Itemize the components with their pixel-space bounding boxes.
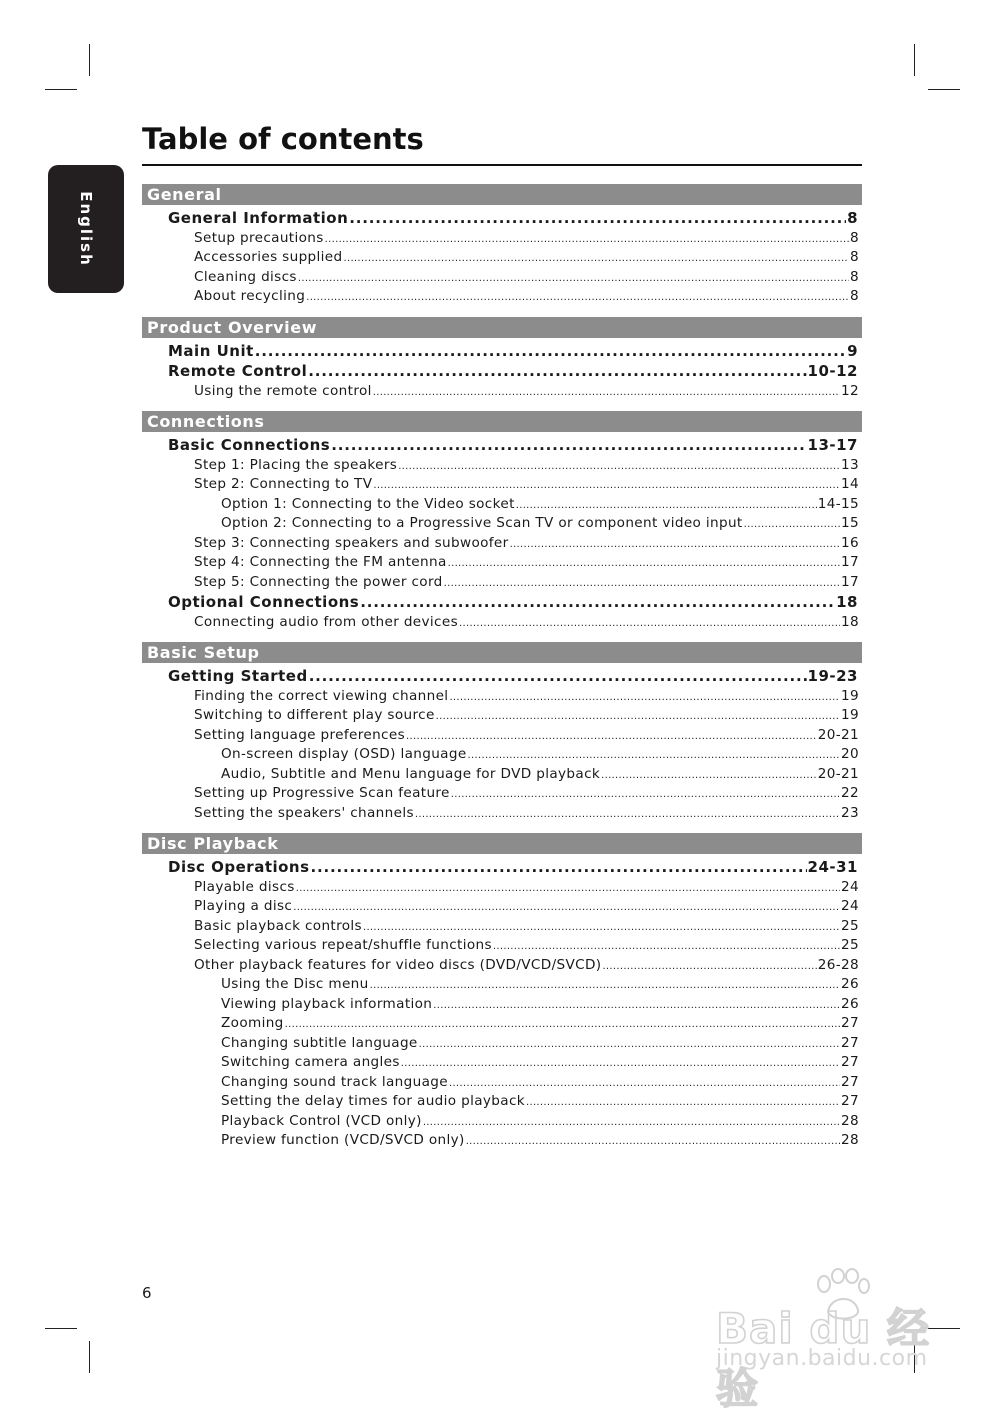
dot-leader — [436, 707, 840, 726]
dot-leader — [433, 996, 840, 1015]
toc-entry-title: Playing a disc — [194, 898, 293, 914]
dot-leader — [419, 1035, 840, 1054]
toc-entry-page: 20 — [841, 746, 859, 762]
toc-entry-title: Zooming — [221, 1015, 284, 1031]
page-number: 6 — [142, 1284, 152, 1302]
toc-entry-page: 8 — [850, 288, 859, 304]
section-heading: General — [142, 184, 862, 205]
toc-entry-title: Changing sound track language — [221, 1073, 448, 1090]
toc-entry — [142, 784, 862, 804]
toc-entry — [142, 268, 862, 288]
toc-entry — [142, 1034, 862, 1054]
toc-entry-page: 19-23 — [807, 667, 858, 685]
toc-entry-page: 20-21 — [817, 765, 859, 782]
toc-entry-title: Option 2: Connecting to a Progressive Scan TV or component video input — [221, 515, 743, 531]
crop-mark — [914, 44, 915, 76]
toc-section — [142, 833, 862, 1151]
toc-entry-title: Setup precautions — [194, 229, 324, 246]
title-divider — [142, 164, 862, 166]
toc-entry-title: Other playback features for video discs (DVD/VCD/SVCD) — [194, 956, 602, 973]
toc-section — [142, 411, 862, 632]
toc-section — [142, 184, 862, 307]
watermark-url: jingyan.baidu.com — [716, 1346, 928, 1371]
toc-entry — [142, 229, 862, 249]
dot-leader — [744, 515, 840, 534]
toc-entry-page: 14-15 — [817, 495, 859, 512]
dot-leader — [293, 898, 840, 917]
toc-entry — [142, 936, 862, 956]
toc-entry-title: Option 1: Connecting to the Video socket — [221, 495, 515, 512]
crop-mark — [45, 1328, 77, 1329]
dot-leader — [255, 341, 846, 362]
dot-leader — [510, 535, 840, 554]
section-heading: Basic Setup — [142, 642, 862, 663]
toc-entry-page: 8 — [850, 229, 859, 246]
toc-entry — [142, 475, 862, 495]
toc-entry-page: 18 — [841, 613, 859, 630]
toc-entry-title: Preview function (VCD/SVCD only) — [221, 1132, 465, 1148]
toc-entry — [142, 975, 862, 995]
toc-entry — [142, 1092, 862, 1112]
dot-leader — [370, 976, 840, 995]
toc-entry-title: Basic Connections — [168, 436, 331, 454]
toc-entry-title: Disc Operations — [168, 858, 310, 876]
toc-entry-title: Step 3: Connecting speakers and subwoofer — [194, 534, 509, 551]
table-of-contents — [142, 184, 862, 1161]
toc-entry — [142, 804, 862, 824]
toc-entry — [142, 287, 862, 307]
dot-leader — [415, 805, 840, 824]
toc-entry — [142, 1073, 862, 1093]
toc-entry-page: 26 — [841, 976, 859, 992]
toc-entry-page: 24 — [841, 878, 859, 895]
toc-entry-title: Audio, Subtitle and Menu language for DVD playback — [221, 765, 601, 782]
dot-leader — [373, 383, 840, 402]
dot-leader — [516, 496, 817, 515]
toc-entry — [142, 765, 862, 785]
toc-entry-page: 15 — [841, 515, 859, 531]
toc-entry-page: 27 — [841, 1054, 859, 1070]
toc-entry — [142, 495, 862, 515]
dot-leader — [401, 1054, 840, 1073]
toc-entry — [142, 1014, 862, 1034]
dot-leader — [601, 766, 817, 785]
crop-mark — [45, 89, 77, 90]
toc-entry — [142, 553, 862, 573]
toc-entry — [142, 435, 862, 456]
toc-entry — [142, 514, 862, 534]
dot-leader — [406, 727, 817, 746]
toc-entry — [142, 995, 862, 1015]
toc-entry — [142, 687, 862, 707]
toc-entry — [142, 341, 862, 362]
toc-entry-title: Cleaning discs — [194, 268, 297, 285]
toc-entry-title: Basic playback controls — [194, 917, 362, 934]
toc-entry-title: Playable discs — [194, 878, 295, 895]
toc-entry-title: Optional Connections — [168, 593, 360, 611]
toc-entry — [142, 666, 862, 687]
toc-entry-title: Setting the speakers' channels — [194, 804, 414, 821]
toc-entry-page: 24 — [841, 898, 859, 914]
toc-entry-title: On-screen display (OSD) language — [221, 746, 467, 762]
toc-entry — [142, 573, 862, 593]
toc-entry — [142, 706, 862, 726]
toc-entry-page: 8 — [850, 268, 859, 285]
dot-leader — [449, 688, 840, 707]
dot-leader — [363, 918, 840, 937]
dot-leader — [373, 476, 840, 495]
toc-entry-title: Getting Started — [168, 667, 308, 685]
toc-entry-page: 26 — [841, 995, 859, 1012]
section-heading: Product Overview — [142, 317, 862, 338]
dot-leader — [331, 435, 806, 456]
toc-entry-title: Step 4: Connecting the FM antenna — [194, 554, 447, 570]
dot-leader — [360, 592, 835, 613]
watermark-brand: Bai du 经验 — [716, 1304, 930, 1413]
dot-leader — [298, 269, 849, 288]
toc-entry-title: Switching camera angles — [221, 1054, 400, 1070]
dot-leader — [449, 1074, 840, 1093]
toc-entry-page: 27 — [841, 1073, 859, 1090]
dot-leader — [459, 614, 840, 633]
dot-leader — [526, 1093, 840, 1112]
toc-entry — [142, 745, 862, 765]
toc-entry-page: 19 — [841, 687, 859, 704]
toc-entry-title: Accessories supplied — [194, 249, 343, 265]
toc-entry-title: Remote Control — [168, 362, 308, 380]
toc-entry — [142, 592, 862, 613]
toc-entry — [142, 1112, 862, 1132]
toc-entry-page: 26-28 — [817, 956, 859, 973]
toc-entry — [142, 897, 862, 917]
toc-entry-page: 13 — [841, 456, 859, 473]
toc-entry — [142, 361, 862, 382]
language-tab-label: English — [77, 191, 95, 267]
dot-leader — [493, 937, 840, 956]
toc-entry-title: Setting the delay times for audio playback — [221, 1093, 525, 1109]
dot-leader — [423, 1113, 840, 1132]
toc-entry — [142, 1053, 862, 1073]
toc-entry-page: 19 — [841, 707, 859, 723]
toc-entry-title: Switching to different play source — [194, 707, 435, 723]
toc-entry-title: Viewing playback information — [221, 995, 433, 1012]
toc-entry-title: Setting up Progressive Scan feature — [194, 785, 450, 801]
toc-entry-page: 20-21 — [817, 726, 859, 743]
dot-leader — [448, 554, 840, 573]
toc-entry-title: Changing subtitle language — [221, 1034, 418, 1051]
toc-entry — [142, 456, 862, 476]
toc-entry — [142, 956, 862, 976]
crop-mark — [928, 89, 960, 90]
toc-entry-page: 17 — [841, 573, 859, 590]
toc-entry-page: 8 — [850, 249, 859, 265]
toc-entry-title: Using the remote control — [194, 382, 372, 399]
watermark — [710, 1268, 950, 1413]
toc-entry-page: 12 — [841, 382, 859, 399]
toc-entry-page: 27 — [841, 1093, 859, 1109]
toc-entry-page: 9 — [847, 341, 858, 360]
toc-entry — [142, 857, 862, 878]
toc-entry-title: Step 5: Connecting the power cord — [194, 573, 443, 590]
toc-entry — [142, 878, 862, 898]
toc-entry-title: Playback Control (VCD only) — [221, 1112, 422, 1129]
dot-leader — [296, 879, 840, 898]
toc-entry — [142, 917, 862, 937]
toc-entry — [142, 208, 862, 229]
toc-entry — [142, 534, 862, 554]
toc-entry-page: 25 — [841, 917, 859, 934]
dot-leader — [451, 785, 840, 804]
dot-leader — [325, 230, 849, 249]
toc-entry-page: 16 — [841, 534, 859, 551]
toc-entry-page: 24-31 — [807, 858, 858, 876]
crop-mark — [89, 1341, 90, 1373]
toc-section — [142, 317, 862, 402]
crop-mark — [89, 44, 90, 76]
toc-entry-title: About recycling — [194, 288, 306, 304]
dot-leader — [308, 361, 806, 382]
toc-entry-page: 28 — [841, 1112, 859, 1129]
dot-leader — [444, 574, 840, 593]
toc-entry-page: 17 — [841, 554, 859, 570]
toc-entry-title: Selecting various repeat/shuffle functions — [194, 937, 492, 953]
toc-entry — [142, 1131, 862, 1151]
toc-entry-title: Main Unit — [168, 341, 254, 360]
dot-leader — [468, 746, 840, 765]
toc-entry — [142, 613, 862, 633]
toc-entry-page: 23 — [841, 804, 859, 821]
toc-entry-title: Using the Disc menu — [221, 976, 369, 992]
toc-entry-title: General Information — [168, 209, 349, 227]
toc-entry-title: Step 1: Placing the speakers — [194, 456, 398, 473]
toc-entry-page: 25 — [841, 937, 859, 953]
dot-leader — [311, 857, 807, 878]
dot-leader — [466, 1132, 840, 1151]
toc-entry-title: Connecting audio from other devices — [194, 613, 459, 630]
toc-entry-page: 10-12 — [807, 362, 858, 380]
toc-entry — [142, 726, 862, 746]
section-heading: Disc Playback — [142, 833, 862, 854]
toc-entry-page: 18 — [836, 593, 858, 611]
language-tab — [48, 165, 124, 293]
toc-entry-page: 13-17 — [807, 436, 858, 454]
toc-entry-page: 27 — [841, 1015, 859, 1031]
toc-entry-title: Step 2: Connecting to TV — [194, 476, 373, 492]
toc-entry-page: 14 — [841, 476, 859, 492]
dot-leader — [602, 957, 816, 976]
toc-entry-title: Setting language preferences — [194, 726, 406, 743]
toc-entry-page: 22 — [841, 785, 859, 801]
dot-leader — [398, 457, 840, 476]
toc-entry-title: Finding the correct viewing channel — [194, 687, 449, 704]
dot-leader — [285, 1015, 840, 1034]
toc-entry-page: 8 — [847, 209, 858, 227]
dot-leader — [309, 666, 807, 687]
dot-leader — [344, 249, 850, 268]
toc-entry-page: 28 — [841, 1132, 859, 1148]
toc-entry — [142, 248, 862, 268]
section-heading: Connections — [142, 411, 862, 432]
dot-leader — [349, 208, 846, 229]
dot-leader — [306, 288, 849, 307]
toc-entry — [142, 382, 862, 402]
toc-entry-page: 27 — [841, 1034, 859, 1051]
page-title: Table of contents — [142, 122, 424, 156]
toc-section — [142, 642, 862, 823]
